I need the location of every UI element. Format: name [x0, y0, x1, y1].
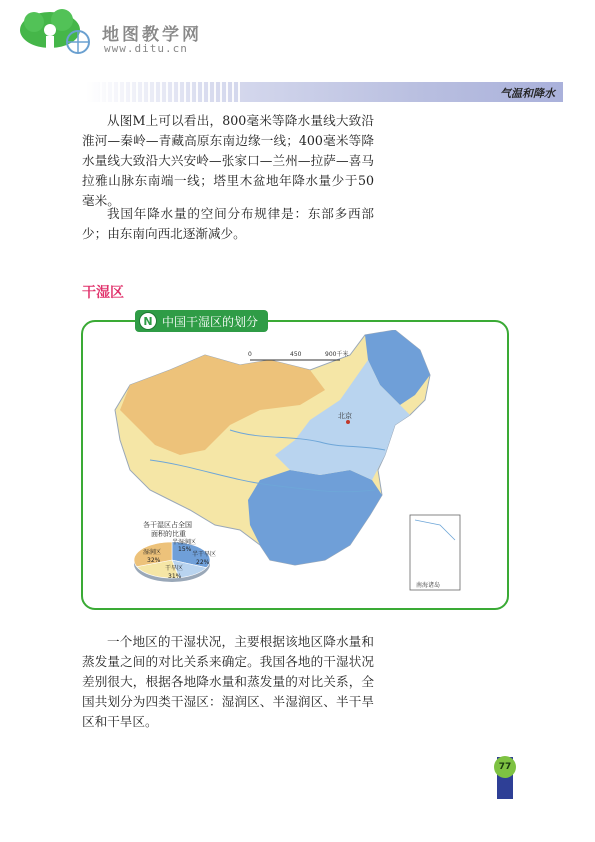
- pie-value-humid: 32%: [147, 557, 161, 564]
- page-number: 77: [494, 756, 516, 778]
- map-title: 中国干湿区的划分: [162, 314, 259, 329]
- pie-value-semi-humid: 15%: [178, 546, 192, 553]
- pie-title-line1: 各干湿区占全国: [143, 521, 192, 529]
- logo-url: www.ditu.cn: [104, 42, 188, 55]
- logo-name: 地图教学网: [102, 25, 202, 45]
- beijing-marker: [346, 420, 350, 424]
- pie-value-semi-arid: 22%: [196, 559, 210, 566]
- section-title: 干湿区: [82, 285, 124, 301]
- pie-title-line2: 面积的比重: [151, 530, 186, 538]
- china-humidity-map: [110, 330, 470, 600]
- pie-label-arid: 干旱区: [165, 565, 184, 572]
- scale-label-0: 0: [248, 351, 252, 358]
- inset-label: 南海诸岛: [416, 582, 441, 589]
- site-logo[interactable]: [12, 8, 202, 56]
- beijing-label: 北京: [338, 412, 352, 420]
- header-stripes: [100, 82, 240, 102]
- paragraph-humidity-zones: 一个地区的干湿状况，主要根据该地区降水量和蒸发量之间的对比关系来确定。我国各地的干湿状况差别很大，根据各地降水量和蒸发量的对比关系，全国共划分为四类干湿区：湿润区、半湿润区、半干旱区和干旱区。: [82, 634, 374, 729]
- north-badge-icon: N: [139, 312, 157, 330]
- scale-label-900: 900千米: [325, 351, 349, 358]
- tree-globe-icon: [12, 8, 92, 56]
- pie-label-semi-humid: 半湿润区: [172, 539, 197, 546]
- pie-value-arid: 31%: [168, 573, 182, 580]
- paragraph-precipitation-pattern: 我国年降水量的空间分布规律是：东部多西部少；由东南向西北逐渐减少。: [82, 206, 374, 241]
- map-title-tag: [135, 310, 268, 332]
- pie-label-humid: 湿润区: [143, 549, 162, 556]
- paragraph-precipitation-lines: 从图M上可以看出，800毫米等降水量线大致沿淮河—秦岭—青藏高原东南边缘一线；400毫米等降水量线大致沿大兴安岭—张家口—兰州—拉萨—喜马拉雅山脉东南端一线；塔里木盆地年降水量少于50毫米。: [82, 113, 374, 208]
- chapter-title: 气温和降水: [500, 87, 555, 100]
- scale-label-450: 450: [290, 351, 302, 358]
- south-china-sea-inset: [410, 515, 460, 590]
- pie-label-semi-arid: 半干旱区: [192, 551, 217, 558]
